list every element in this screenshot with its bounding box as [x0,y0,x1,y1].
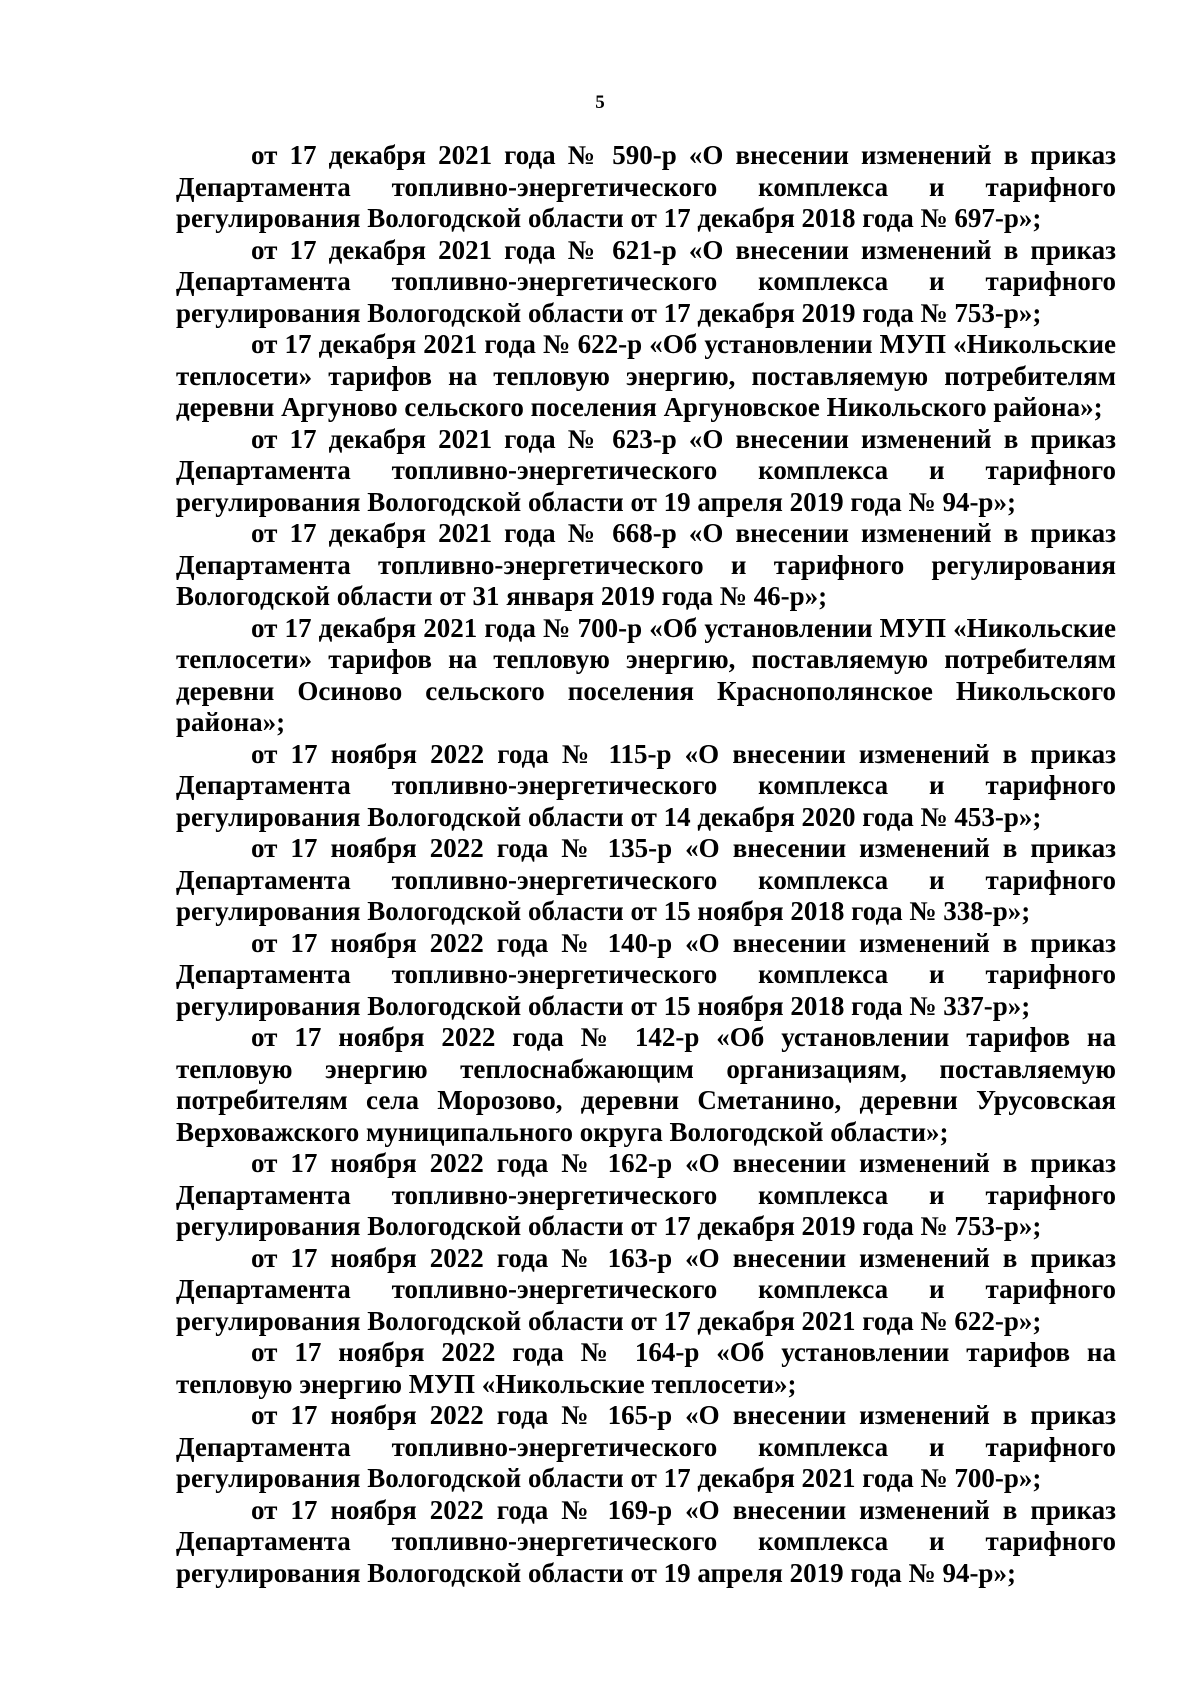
list-item: от 17 ноября 2022 года № 163-р «О внесении изменений в приказ Департамента топливно-энергетического комплекса и тарифного регулирования Вологодской области от 17 декабря 2021 года № 622-р»; [176,1242,1116,1336]
list-item: от 17 декабря 2021 года № 623-р «О внесении изменений в приказ Департамента топливно-энергетического комплекса и тарифного регулирования Вологодской области от 19 апреля 2019 года № 94-р»; [176,423,1116,517]
document-body [176,140,1116,1589]
list-item: от 17 ноября 2022 года № 164-р «Об установлении тарифов на тепловую энергию МУП «Никольские теплосети»; [176,1337,1116,1399]
list-item: от 17 ноября 2022 года № 165-р «О внесении изменений в приказ Департамента топливно-энергетического комплекса и тарифного регулирования Вологодской области от 17 декабря 2021 года № 700-р»; [176,1400,1116,1493]
list-item: от 17 ноября 2022 года № 162-р «О внесении изменений в приказ Департамента топливно-энергетического комплекса и тарифного регулирования Вологодской области от 17 декабря 2019 года № 753-р»; [176,1148,1116,1241]
list-item: от 17 ноября 2022 года № 142-р «Об установлении тарифов на тепловую энергию теплоснабжающим организациям, поставляемую потребителям села Морозово, деревни Сметанино, деревни Урусовская Верховажского муниципального округа Вологодской области»; [176,1022,1116,1147]
page-number: 5 [595,92,605,113]
list-item: от 17 декабря 2021 года № 590-р «О внесении изменений в приказ Департамента топливно-энергетического комплекса и тарифного регулирования Вологодской области от 17 декабря 2018 года № 697-р»; [176,140,1116,233]
list-item: от 17 ноября 2022 года № 135-р «О внесении изменений в приказ Департамента топливно-энергетического комплекса и тарифного регулирования Вологодской области от 15 ноября 2018 года № 338-р»; [176,833,1116,926]
list-item: от 17 декабря 2021 года № 668-р «О внесении изменений в приказ Департамента топливно-энергетического и тарифного регулирования Вологодской области от 31 января 2019 года № 46-р»; [176,518,1116,611]
list-item: от 17 декабря 2021 года № 622-р «Об установлении МУП «Никольские теплосети» тарифов на тепловую энергию, поставляемую потребителям деревни Аргуново сельского поселения Аргуновское Никольского района»; [176,329,1116,422]
list-item: от 17 ноября 2022 года № 115-р «О внесении изменений в приказ Департамента топливно-энергетического комплекса и тарифного регулирования Вологодской области от 14 декабря 2020 года № 453-р»; [176,738,1116,832]
list-item: от 17 ноября 2022 года № 140-р «О внесении изменений в приказ Департамента топливно-энергетического комплекса и тарифного регулирования Вологодской области от 15 ноября 2018 года № 337-р»; [176,927,1116,1021]
list-item: от 17 декабря 2021 года № 700-р «Об установлении МУП «Никольские теплосети» тарифов на тепловую энергию, поставляемую потребителям деревни Осиново сельского поселения Краснополянское Никольского района»; [176,612,1116,737]
list-item: от 17 ноября 2022 года № 169-р «О внесении изменений в приказ Департамента топливно-энергетического комплекса и тарифного регулирования Вологодской области от 19 апреля 2019 года № 94-р»; [176,1494,1116,1588]
list-item: от 17 декабря 2021 года № 621-р «О внесении изменений в приказ Департамента топливно-энергетического комплекса и тарифного регулирования Вологодской области от 17 декабря 2019 года № 753-р»; [176,234,1116,328]
